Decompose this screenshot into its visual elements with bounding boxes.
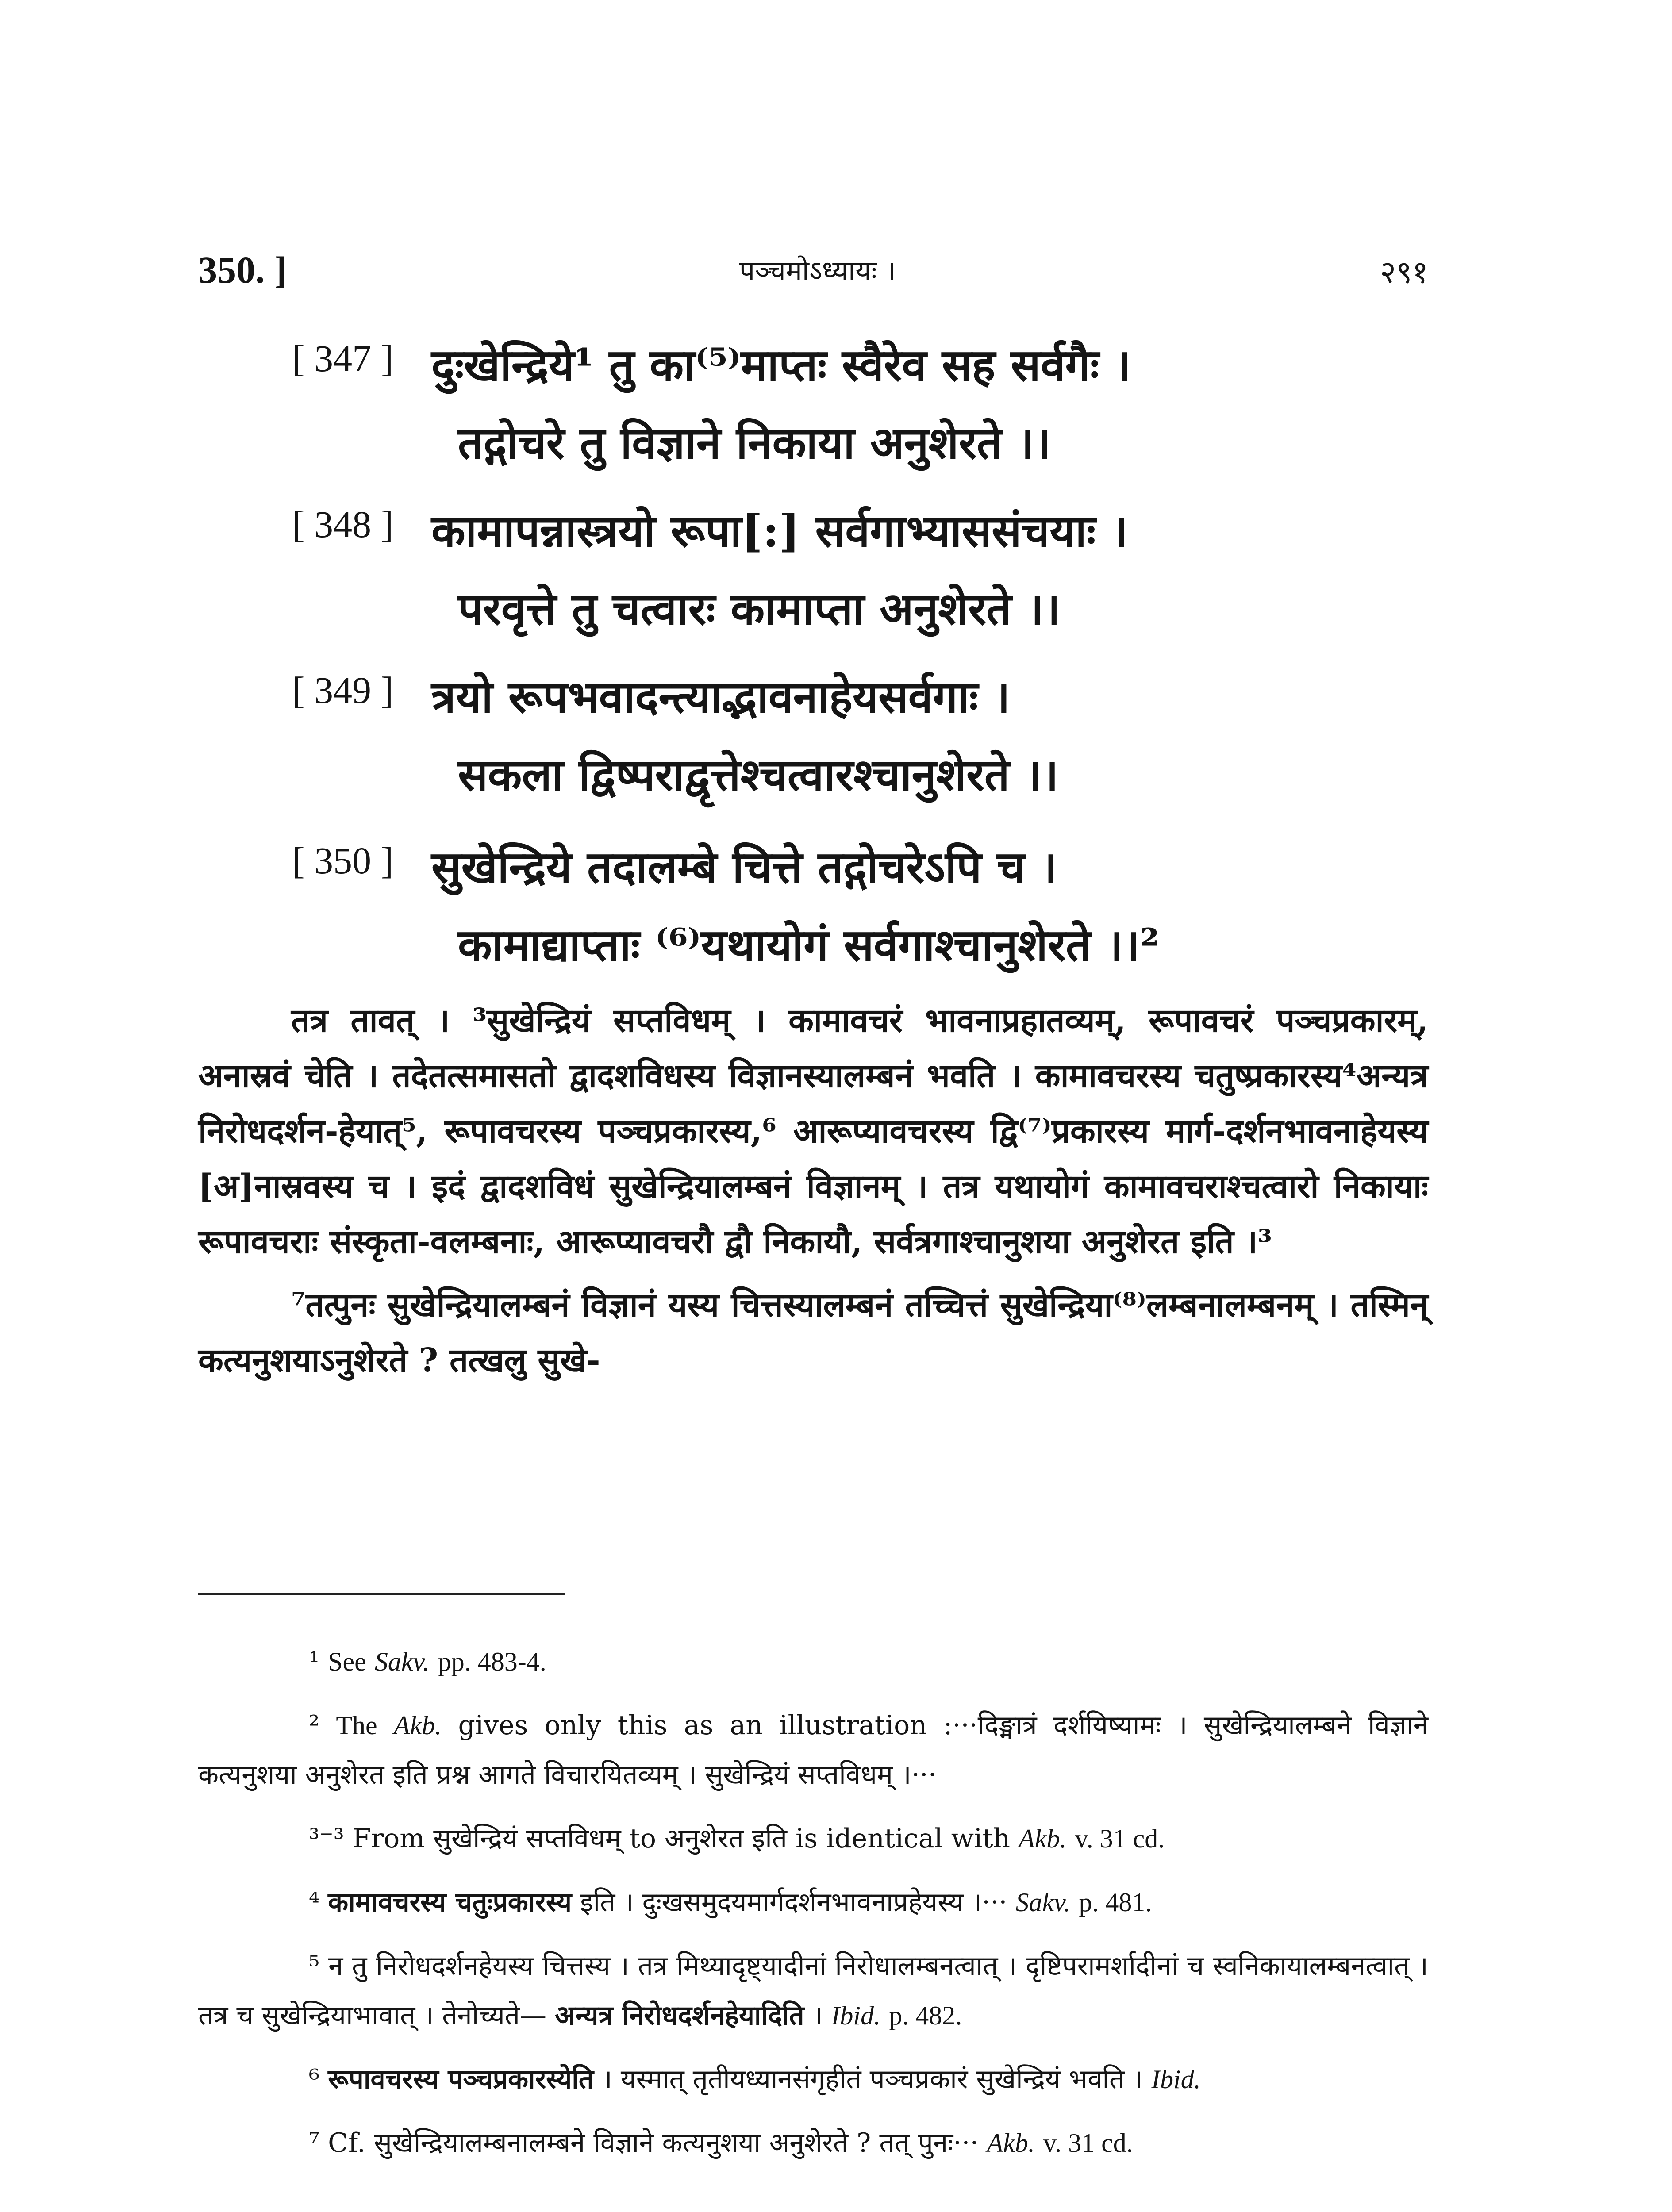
footnote-marker: ⁷	[309, 2128, 320, 2158]
verse-line: सुखेन्द्रिये तदालम्बे चित्ते तद्गोचरेऽपि च ।	[431, 841, 1057, 893]
footnote-text: p. 481.	[1079, 1888, 1152, 1917]
commentary-paragraph: ⁷तत्पुनः सुखेन्द्रियालम्बनं विज्ञानं यस्य चित्तस्यालम्बनं तच्चित्तं सुखेन्द्रिया⁽⁸⁾लम्बनालम्बनम् । तस्मिन् कत्यनुशयाऽनुशेरते ? तत्खलु सुखे-	[198, 1286, 1428, 1379]
verse-number: [ 349 ]	[292, 669, 394, 711]
footnote-marker: ⁵	[309, 1951, 320, 1982]
verse-line: परवृत्ते तु चत्वारः कामाप्ता अनुशेरते ।।	[458, 583, 1061, 635]
footnote-1	[198, 1637, 1428, 1686]
footnote-source: Akb.	[393, 1711, 442, 1740]
footnote-marker: ⁴	[309, 1887, 320, 1918]
footnote-source: Akb.	[1019, 1824, 1067, 1853]
footnote-text: v. 31 cd.	[1075, 1824, 1165, 1853]
footnote-marker: ⁶	[309, 2064, 320, 2095]
footnote-6	[198, 2055, 1428, 2104]
footnote-quote: अन्यत्र निरोधदर्शनहेयादिति	[555, 2000, 804, 2031]
footnote-text: ।	[812, 2000, 823, 2031]
commentary-paragraph: तत्र तावत् । ³सुखेन्द्रियं सप्तविधम् । कामावचरं भावनाप्रहातव्यम्, रूपावचरं पञ्चप्रकारम्, अनास्रवं चेति । तदेतत्समासतो द्वादशविधस्य विज्ञानस्यालम्बनं भवति । कामावचरस्य चतुष्प्रकारस्य⁴अन्यत्र निरोधदर्शन-हेयात्⁵, रूपावचरस्य पञ्चप्रकारस्य,⁶ आरूप्यावचरस्य द्वि⁽⁷⁾प्रकारस्य मार्ग-दर्शनभावनाहेयस्य [अ]नास्रवस्य च । इदं द्वादशविधं सुखेन्द्रियालम्बनं विज्ञानम् । तत्र यथायोगं कामावचराश्चत्वारो निकायाः रूपावचराः संस्कृता-वलम्बनाः, आरूप्यावचरौ द्वौ निकायौ, सर्वत्रगाश्चानुशया अनुशेरत इति ।³	[198, 1002, 1428, 1261]
page-number: २९१	[1380, 254, 1428, 290]
footnote-text: p. 482.	[889, 2001, 962, 2030]
footnote-divider	[198, 1593, 565, 1595]
footnote-text: इति । दुःखसमुदयमार्गदर्शनभावनाप्रहेयस्य ।···	[580, 1887, 1007, 1918]
footnote-text: From सुखेन्द्रियं सप्तविधम् to अनुशेरत इति is identical with	[352, 1823, 1011, 1854]
footnote-quote: रूपावचरस्य पञ्चप्रकारस्येति	[328, 2064, 594, 2095]
page-header	[198, 248, 1428, 296]
verse-line: सकला द्विष्पराद्वृत्तेश्चत्वारश्चानुशेरते ।।	[458, 749, 1059, 801]
footnote-5	[198, 1941, 1428, 2040]
footnote-2	[198, 1701, 1428, 1800]
footnote-source: Ibid.	[1151, 2065, 1201, 2094]
footnote-7	[198, 2118, 1428, 2168]
verse-number: [ 348 ]	[292, 503, 394, 545]
verse-line: तद्गोचरे तु विज्ञाने निकाया अनुशेरते ।।	[458, 417, 1051, 469]
verse-number: [ 350 ]	[292, 839, 394, 882]
running-title: पञ्चमोऽध्यायः ।	[739, 254, 896, 287]
verse-line: त्रयो रूपभवादन्त्याद्भावनाहेयसर्वगाः ।	[431, 671, 1011, 723]
footnote-4	[198, 1878, 1428, 1927]
verse-line: कामाद्याप्ताः ⁽⁶⁾यथायोगं सर्वगाश्चानुशेरते ।।²	[458, 919, 1160, 971]
footnote-source: Sakv.	[1015, 1888, 1071, 1917]
footnote-text: Cf. सुखेन्द्रियालम्बनालम्बने विज्ञाने कत्यनुशया अनुशेरते ? तत् पुनः···	[328, 2128, 979, 2158]
footnote-marker: ¹	[309, 1646, 320, 1677]
footnote-text: । यस्मात् तृतीयध्यानसंगृहीतं पञ्चप्रकारं सुखेन्द्रियं भवति ।	[602, 2064, 1143, 2095]
footnote-marker: ²	[309, 1710, 320, 1741]
page-section-ref: 350. ]	[198, 249, 287, 291]
footnotes	[198, 1637, 1428, 2182]
footnote-source: Ibid.	[831, 2001, 881, 2030]
commentary	[198, 993, 1428, 1388]
footnote-source: Akb.	[987, 2128, 1035, 2158]
footnote-text: pp. 483-4.	[438, 1647, 546, 1676]
footnote-quote: कामावचरस्य चतुःप्रकारस्य	[328, 1887, 572, 1918]
footnote-text: gives only this as an illustration :···दिङ्मात्रं दर्शयिष्यामः । सुखेन्द्रियालम्बने विज्ञाने कत्यनुशया अनुशेरत इति प्रश्न आगते विचारयितव्यम् । सुखेन्द्रियं सप्तविधम् ।···	[198, 1710, 1429, 1790]
footnote-text: See	[328, 1647, 366, 1676]
footnote-source: Sakv.	[374, 1647, 430, 1676]
verse-line: कामापन्नास्त्रयो रूपा[:] सर्वगाभ्याससंचयाः ।	[431, 505, 1128, 557]
verse-number: [ 347 ]	[292, 337, 394, 380]
footnote-text: v. 31 cd.	[1043, 2128, 1133, 2158]
footnote-text: The	[336, 1711, 377, 1740]
footnote-3	[198, 1814, 1428, 1863]
footnote-text: न तु निरोधदर्शनहेयस्य चित्तस्य । तत्र मिथ्यादृष्ट्यादीनां निरोधालम्बनत्वात् । दृष्टिपरामर्शादीनां च स्वनिकायालम्बनत्वात् । तत्र च सुखेन्द्रियाभावात् । तेनोच्यते—	[198, 1951, 1428, 2031]
verse-line: दुःखेन्द्रिये¹ तु का⁽⁵⁾माप्तः स्वैरेव सह सर्वगैः ।	[431, 339, 1131, 391]
footnote-marker: ³⁻³	[309, 1823, 344, 1854]
